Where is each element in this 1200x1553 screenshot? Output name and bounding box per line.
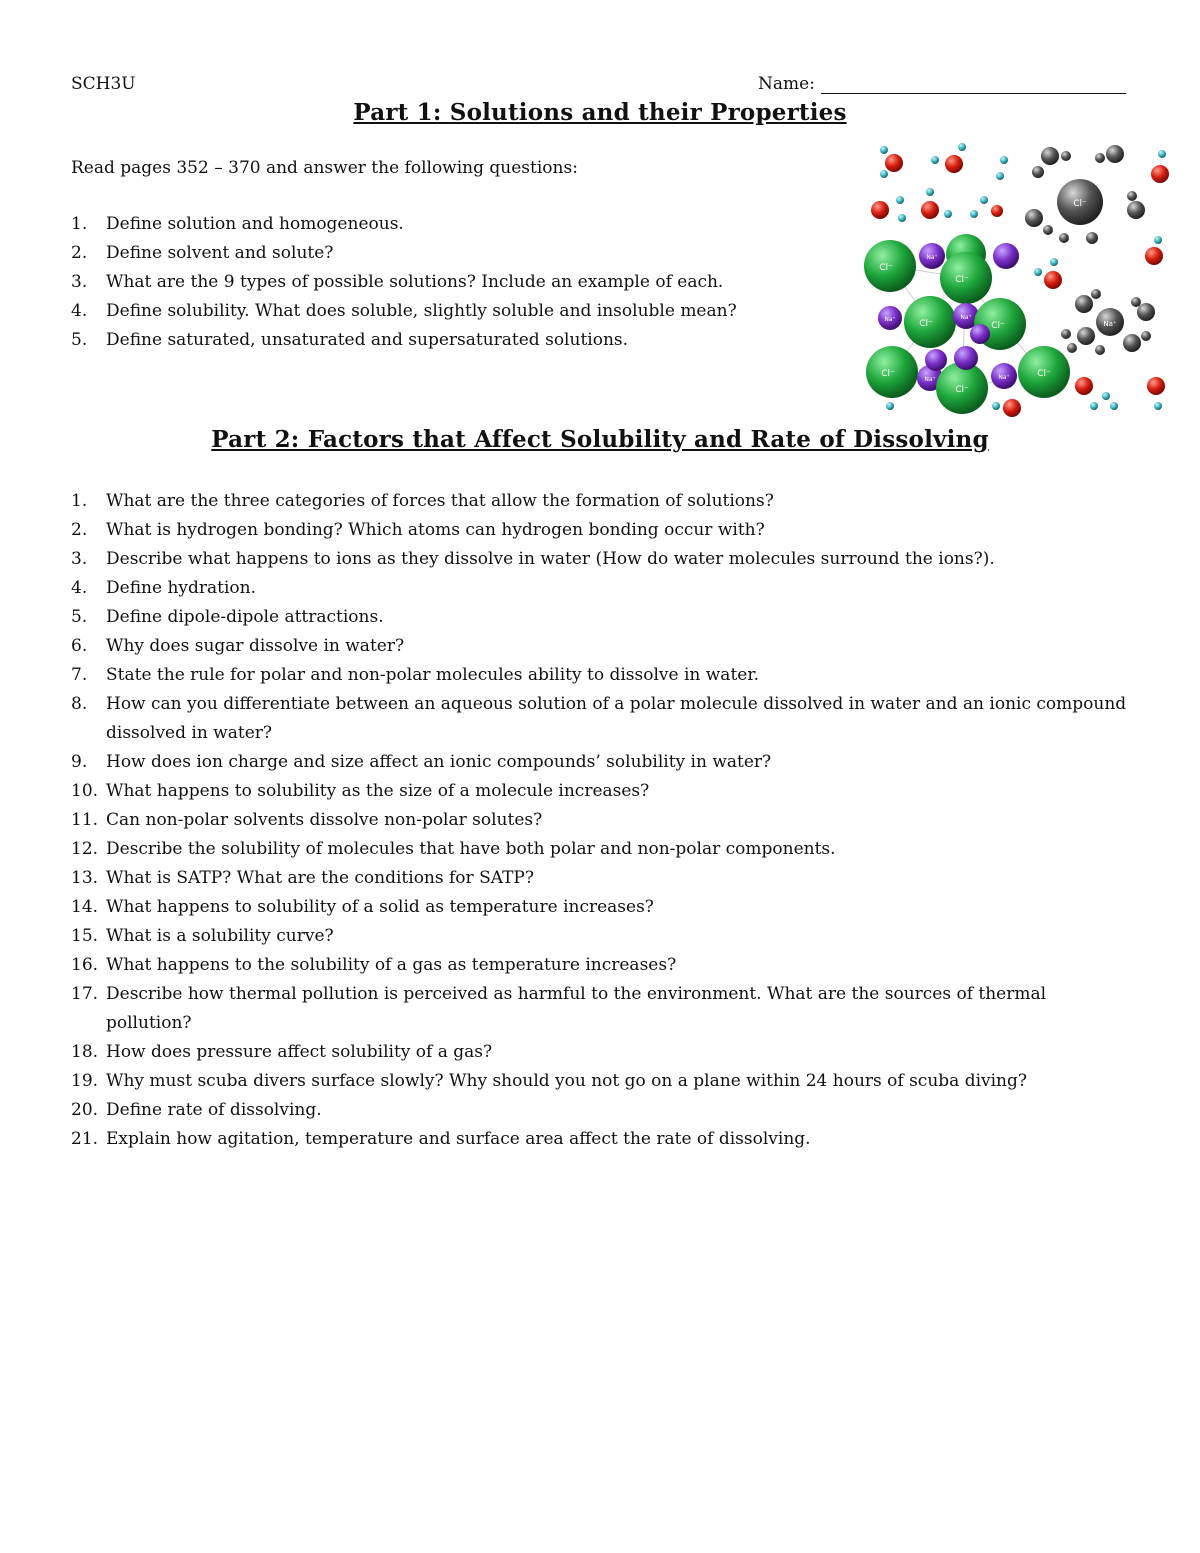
part1-intro: Read pages 352 – 370 and answer the following questions: bbox=[71, 158, 578, 178]
svg-text:Cl⁻: Cl⁻ bbox=[955, 385, 969, 395]
list-item: 4. Define hydration. bbox=[71, 578, 256, 598]
svg-text:Na⁺: Na⁺ bbox=[924, 376, 936, 383]
name-blank-line bbox=[821, 75, 1126, 94]
list-item: 18. How does pressure affect solubility of a gas? bbox=[71, 1042, 493, 1062]
list-item: 21. Explain how agitation, temperature and surface area affect the rate of dissolving. bbox=[71, 1129, 811, 1149]
list-item: 5. Define dipole-dipole attractions. bbox=[71, 607, 384, 627]
nacl-dissolving-illustration bbox=[862, 138, 1172, 418]
svg-text:Cl⁻: Cl⁻ bbox=[881, 369, 895, 379]
part2-title: Part 2: Factors that Affect Solubility and Rate of Dissolving bbox=[211, 426, 989, 453]
list-item: 4. Define solubility. What does soluble, slightly soluble and insoluble mean? bbox=[71, 301, 737, 321]
svg-text:Na⁺: Na⁺ bbox=[998, 374, 1010, 381]
hydrated-ions bbox=[1025, 145, 1155, 355]
svg-text:Cl⁻: Cl⁻ bbox=[991, 321, 1005, 331]
list-item: 17. Describe how thermal pollution is perceived as harmful to the environment. What are the sources of thermal pollution? bbox=[71, 984, 1047, 1033]
list-item: 7. State the rule for polar and non-polar molecules ability to dissolve in water. bbox=[71, 665, 759, 685]
list-item: 8. How can you differentiate between an aqueous solution of a polar molecule dissolved in water and an ionic compound dissolved in water? bbox=[71, 694, 1127, 743]
list-item: 12. Describe the solubility of molecules that have both polar and non-polar components. bbox=[71, 839, 836, 859]
dissolved-sodium-label: Na⁺ bbox=[1103, 320, 1117, 328]
part2-question-list bbox=[71, 487, 1131, 1154]
svg-text:Cl⁻: Cl⁻ bbox=[1037, 369, 1051, 379]
svg-text:Cl⁻: Cl⁻ bbox=[919, 319, 933, 329]
svg-text:Na⁺: Na⁺ bbox=[926, 254, 938, 261]
svg-text:Cl⁻: Cl⁻ bbox=[955, 275, 969, 285]
list-item: 2. Define solvent and solute? bbox=[71, 243, 334, 263]
svg-text:Na⁺: Na⁺ bbox=[884, 316, 896, 323]
part1-question-list bbox=[71, 210, 831, 355]
list-item: 19. Why must scuba divers surface slowly? Why should you not go on a plane within 24 hours of scuba diving? bbox=[71, 1071, 1027, 1091]
svg-text:Na⁺: Na⁺ bbox=[960, 314, 972, 321]
part1-title: Part 1: Solutions and their Properties bbox=[353, 99, 847, 126]
list-item: 16. What happens to the solubility of a gas as temperature increases? bbox=[71, 955, 677, 975]
list-item: 13. What is SATP? What are the conditions for SATP? bbox=[71, 868, 534, 888]
list-item: 1. What are the three categories of forces that allow the formation of solutions? bbox=[71, 491, 774, 511]
name-field bbox=[758, 74, 1126, 94]
course-code: SCH3U bbox=[71, 74, 136, 94]
list-item: 2. What is hydrogen bonding? Which atoms can hydrogen bonding occur with? bbox=[71, 520, 765, 540]
list-item: 6. Why does sugar dissolve in water? bbox=[71, 636, 405, 656]
list-item: 10. What happens to solubility as the size of a molecule increases? bbox=[71, 781, 650, 801]
list-item: 1. Define solution and homogeneous. bbox=[71, 214, 404, 234]
list-item: 3. Describe what happens to ions as they dissolve in water (How do water molecules surround the ions?). bbox=[71, 549, 995, 569]
svg-text:Cl⁻: Cl⁻ bbox=[879, 263, 893, 273]
name-label: Name: bbox=[758, 74, 815, 94]
list-item: 14. What happens to solubility of a solid as temperature increases? bbox=[71, 897, 654, 917]
dissolved-chloride-label: Cl⁻ bbox=[1073, 199, 1087, 209]
list-item: 5. Define saturated, unsaturated and supersaturated solutions. bbox=[71, 330, 629, 350]
list-item: 3. What are the 9 types of possible solutions? Include an example of each. bbox=[71, 272, 724, 292]
list-item: 9. How does ion charge and size affect an ionic compounds’ solubility in water? bbox=[71, 752, 772, 772]
list-item: 20. Define rate of dissolving. bbox=[71, 1100, 322, 1120]
list-item: 15. What is a solubility curve? bbox=[71, 926, 334, 946]
list-item: 11. Can non-polar solvents dissolve non-polar solutes? bbox=[71, 810, 543, 830]
